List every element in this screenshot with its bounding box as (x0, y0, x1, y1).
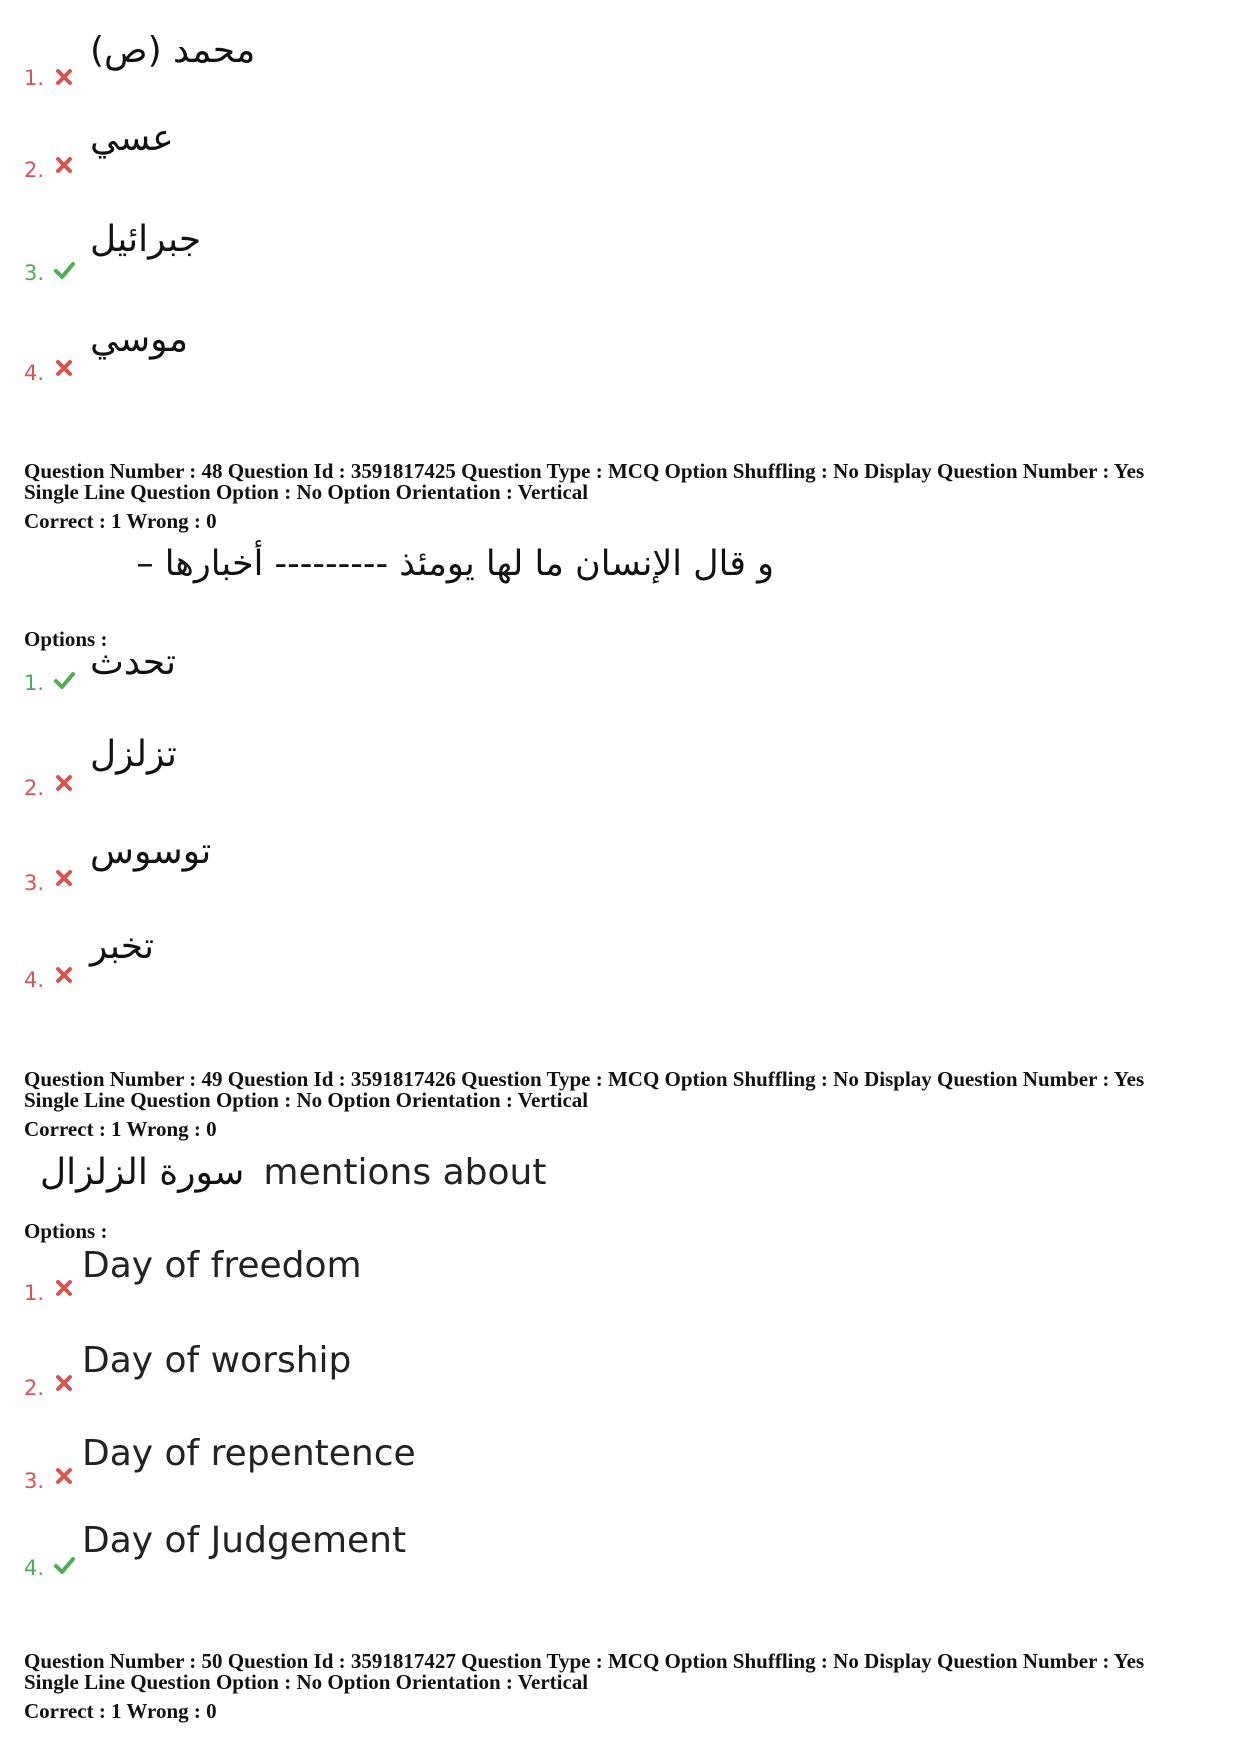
cross-icon (53, 964, 75, 986)
question-score: Correct : 1 Wrong : 0 (24, 1117, 217, 1141)
cross-icon (53, 66, 75, 88)
option-number: 3. (24, 871, 45, 895)
check-icon (53, 259, 75, 281)
option-number: 1. (24, 66, 45, 90)
cross-icon (53, 154, 75, 176)
question-meta: Question Number : 50 Question Id : 3591817427 Question Type : MCQ Option Shuffling : No Display Question Number : Yes (24, 1649, 1145, 1673)
question-text: و قال الإنسان ما لها يومئذ --------- أخبارها – (136, 544, 774, 584)
question-meta-options: Single Line Question Option : No Option Orientation : Vertical (24, 480, 589, 504)
option-number: 3. (24, 1469, 45, 1493)
question-meta: Question Number : 48 Question Id : 3591817425 Question Type : MCQ Option Shuffling : No Display Question Number : Yes (24, 459, 1145, 483)
option-item (24, 1433, 724, 1493)
option-text: Day of Judgement (82, 1520, 407, 1561)
question-text-english: mentions about (263, 1152, 547, 1193)
option-number: 1. (24, 1281, 45, 1305)
option-text: تزلزل (90, 734, 177, 775)
option-text: محمد (ص) (90, 30, 256, 71)
option-text: Day of repentence (82, 1433, 416, 1474)
option-item (24, 1245, 724, 1305)
question-score: Correct : 1 Wrong : 0 (24, 1699, 217, 1723)
option-text: تخبر (90, 926, 154, 967)
check-icon (53, 669, 75, 691)
cross-icon (53, 1465, 75, 1487)
cross-icon (53, 772, 75, 794)
option-number: 4. (24, 361, 45, 385)
cross-icon (53, 357, 75, 379)
option-text: Day of worship (82, 1340, 352, 1381)
option-item (24, 30, 724, 90)
check-icon (53, 1554, 75, 1576)
option-number: 2. (24, 158, 45, 182)
option-number: 3. (24, 261, 45, 285)
option-text: Day of freedom (82, 1245, 362, 1286)
question-text (40, 1152, 546, 1193)
option-item (24, 926, 724, 992)
options-label: Options : (24, 1219, 108, 1243)
option-text: توسوس (90, 831, 212, 872)
question-meta-options: Single Line Question Option : No Option Orientation : Vertical (24, 1088, 589, 1112)
option-text: تحدث (90, 642, 177, 683)
option-item (24, 734, 724, 800)
option-text: عسي (90, 118, 174, 159)
cross-icon (53, 867, 75, 889)
question-meta: Question Number : 49 Question Id : 3591817426 Question Type : MCQ Option Shuffling : No Display Question Number : Yes (24, 1067, 1145, 1091)
option-item (24, 831, 724, 895)
question-score: Correct : 1 Wrong : 0 (24, 509, 217, 533)
option-item (24, 219, 724, 285)
option-item (24, 118, 724, 182)
option-text: جبرائيل (90, 219, 202, 260)
question-meta-options: Single Line Question Option : No Option Orientation : Vertical (24, 1670, 589, 1694)
option-item (24, 1340, 724, 1400)
option-number: 4. (24, 1556, 45, 1580)
option-item (24, 642, 724, 710)
option-text: موسي (90, 319, 189, 360)
options-label: Options : (24, 627, 108, 651)
question-text-arabic: سورة الزلزال (40, 1152, 245, 1193)
option-item (24, 319, 724, 385)
option-number: 4. (24, 968, 45, 992)
option-item (24, 1520, 724, 1580)
option-number: 2. (24, 776, 45, 800)
cross-icon (53, 1277, 75, 1299)
cross-icon (53, 1372, 75, 1394)
option-number: 1. (24, 671, 45, 695)
option-number: 2. (24, 1376, 45, 1400)
